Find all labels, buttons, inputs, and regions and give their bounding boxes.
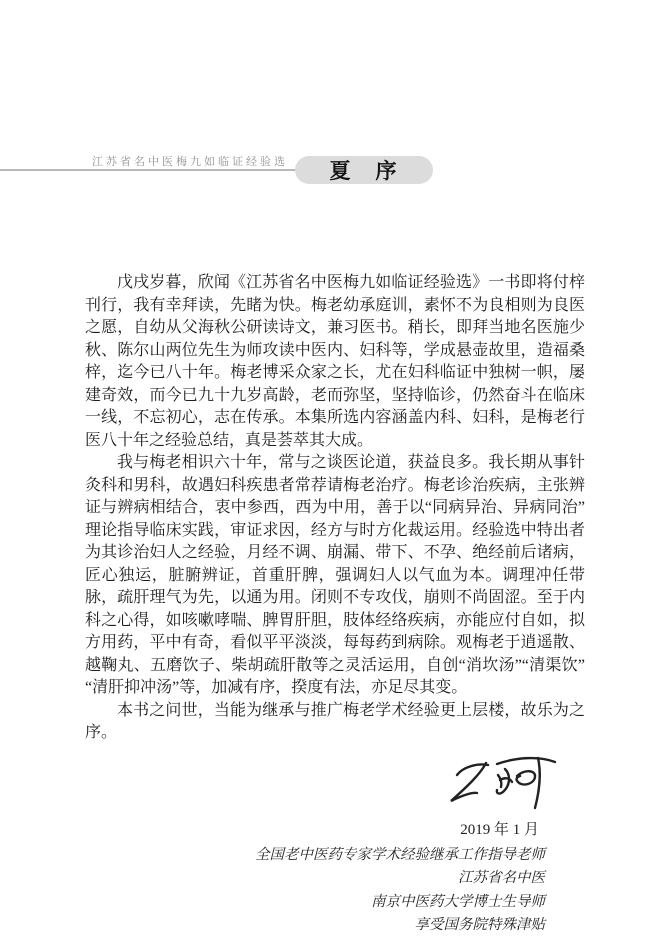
author-credentials	[85, 844, 585, 938]
page-title: 夏 序	[329, 159, 399, 183]
credential-line: 江苏省名中医	[458, 870, 545, 886]
signature-row	[85, 751, 585, 815]
paragraph-2: 我与梅老相识六十年，常与之谈医论道，获益良多。我长期从事针灸科和男科，故遇妇科疾患者常荐请梅老治疗。梅老诊治疾病，主张辨证与辨病相结合，衷中参西，西为中用，善于以“同病异治、异病同治”理论指导临床实践，审证求因，经方与时方化裁运用。经验选中特出者为其诊治妇人之经验，月经不调、崩漏、带下、不孕、绝经前后诸病，匠心独运，脏腑辨证，首重肝脾，强调妇人以气血为本。调理冲任带脉，疏肝理气为先，以通为用。闭则不专攻伐，崩则不尚固涩。至于内科之心得，如咳嗽哮喘、脾胃肝胆，肢体经络疾病，亦能应付自如，拟方用药，平中有奇，看似平平淡淡，每每药到病除。观梅老于逍遥散、越鞠丸、五磨饮子、柴胡疏肝散等之灵活运用，自创“消坎汤”“清渠饮”“清肝抑冲汤”等，加减有序，揆度有法，亦足尽其变。	[85, 454, 585, 696]
paragraph-1: 戊戌岁暮，欣闻《江苏省名中医梅九如临证经验选》一书即将付梓刊行，我有幸拜读，先睹为快。梅老幼承庭训，素怀不为良相则为良医之愿，自幼从父海秋公研读诗文，兼习医书。稍长，即拜当地名医施少秋、陈尔山两位先生为师攻读中医内、妇科等，学成悬壶故里，造福桑梓，迄今已八十年。梅老博采众家之长，尤在妇科临证中独树一帜，屡建奇效，而今已九十九岁高龄，老而弥坚，坚持临诊，仍然奋斗在临床一线，不忘初心，志在传承。本集所选内容涵盖内科、妇科，是梅老行医八十年之经验总结，真是荟萃其大成。	[85, 274, 585, 449]
preface-body	[85, 272, 585, 938]
header-rule	[0, 169, 298, 171]
credential-line: 享受国务院特殊津贴	[414, 917, 545, 933]
running-header: 江苏省名中医梅九如临证经验选	[92, 156, 288, 168]
paragraph-3: 本书之问世，当能为继承与推广梅老学术经验更上层楼，故乐为之序。	[85, 701, 585, 741]
signature-date: 2019 年 1 月	[460, 821, 539, 838]
credential-line: 南京中医药大学博士生导师	[371, 893, 545, 910]
handwritten-signature-icon	[441, 753, 561, 770]
credential-line: 全国老中医药专家学术经验继承工作指导老师	[255, 846, 545, 863]
chapter-title-badge	[295, 156, 433, 184]
